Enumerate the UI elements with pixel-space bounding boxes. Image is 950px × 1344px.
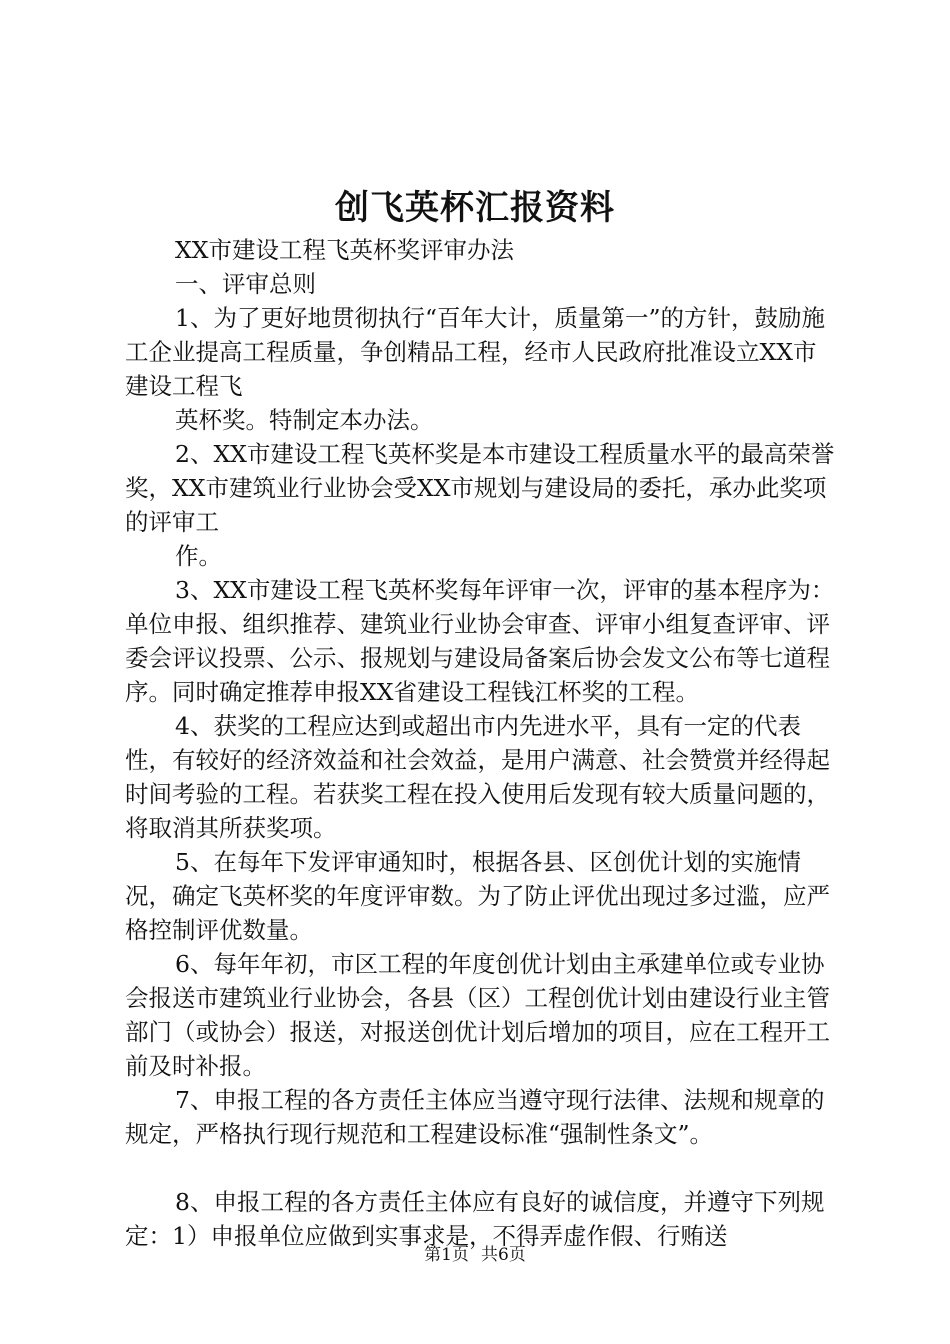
paragraph-4: 4、获奖的工程应达到或超出市内先进水平，具有一定的代表性，有较好的经济效益和社会效益，是用户满意、社会赞赏并经得起时间考验的工程。若获奖工程在投入使用后发现有较大质量问题的，将取消其所获奖项。	[125, 712, 830, 842]
document-title: 创飞英杯汇报资料	[335, 188, 615, 228]
page-footer	[0, 1243, 950, 1267]
paragraph-7: 7、申报工程的各方责任主体应当遵守现行法律、法规和规章的规定，严格执行现行规范和工程建设标准“强制性条文”。	[125, 1086, 825, 1148]
paragraph-8: 8、申报工程的各方责任主体应有良好的诚信度，并遵守下列规定：1）申报单位应做到实事求是，不得弄虚作假、行贿送	[125, 1188, 825, 1250]
paragraph-6: 6、每年年初，市区工程的年度创优计划由主承建单位或专业协会报送市建筑业行业协会，各县（区）工程创优计划由建设行业主管部门（或协会）报送，对报送创优计划后增加的项目，应在工程开工前及时补报。	[125, 950, 830, 1080]
page-number: 第1页	[424, 1245, 469, 1265]
document-body	[125, 233, 835, 1253]
page-total: 共6页	[481, 1245, 526, 1265]
paragraph-3: 3、XX市建设工程飞英杯奖每年评审一次，评审的基本程序为：单位申报、组织推荐、建筑业行业协会审查、评审小组复查评审、评委会评议投票、公示、报规划与建设局备案后协会发文公布等七道程序。同时确定推荐申报XX省建设工程钱江杯奖的工程。	[125, 576, 835, 706]
paragraph-1: 1、为了更好地贯彻执行“百年大计，质量第一”的方针，鼓励施工企业提高工程质量，争创精品工程，经市人民政府批准设立XX市建设工程飞	[125, 304, 825, 400]
paragraph-1-continued: 英杯奖。特制定本办法。	[175, 406, 434, 434]
paragraph-5: 5、在每年下发评审通知时，根据各县、区创优计划的实施情况，确定飞英杯奖的年度评审数。为了防止评优出现过多过滥，应严格控制评优数量。	[125, 848, 830, 944]
paragraph-2-continued: 作。	[175, 542, 222, 570]
paragraph-heading: XX市建设工程飞英杯奖评审办法	[175, 236, 514, 264]
paragraph-2: 2、XX市建设工程飞英杯奖是本市建设工程质量水平的最高荣誉奖，XX市建筑业行业协会受XX市规划与建设局的委托，承办此奖项的评审工	[125, 440, 835, 536]
section-heading: 一、评审总则	[175, 270, 316, 298]
